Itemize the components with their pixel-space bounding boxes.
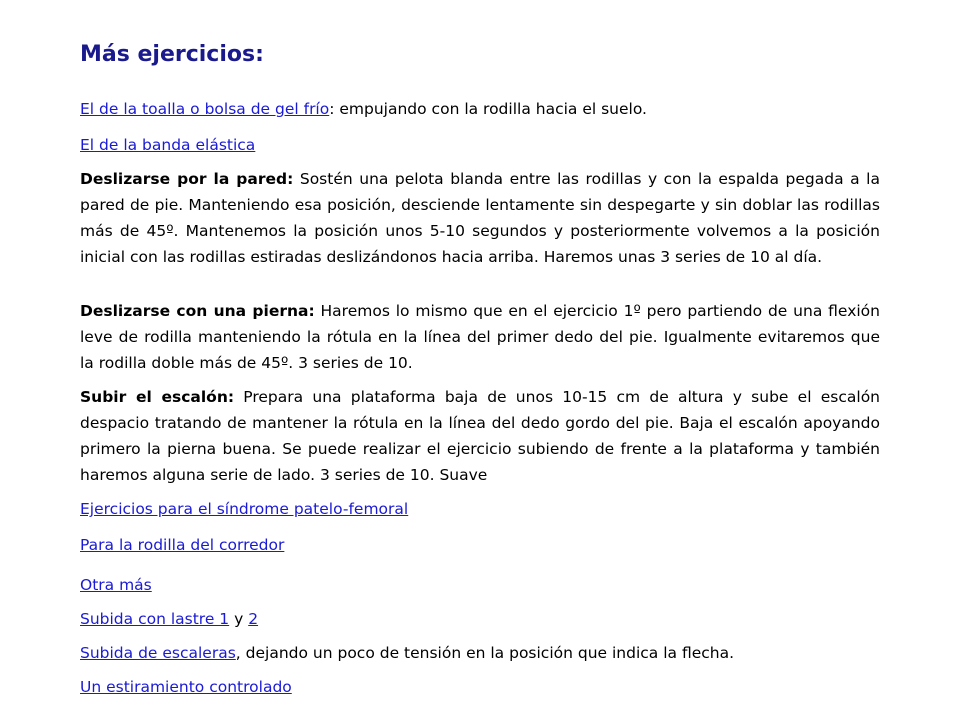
estiramiento-line — [80, 674, 880, 700]
patelo-link[interactable]: Ejercicios para el síndrome patelo-femoral — [80, 500, 409, 518]
step-text: Prepara una plataforma baja de unos 10-15 cm de altura y sube el escalón despacio tratando de mantener la rótula en la línea del dedo gordo del pie. Baja el escalón apoyando primero la pierna buena. Se puede realizar el ejercicio subiendo de frente a la plataforma y también haremos alguna serie de lado. 3 series de 10. Suave — [80, 388, 881, 484]
wall-text: Sostén una pelota blanda entre las rodillas y con la espalda pegada a la pared de pie. Manteniendo esa posición, desciende lentamente sin despegarte y sin doblar las rodillas más de 45º. Mantenemos la posición unos 5-10 segundos y posteriormente volvemos a la posición inicial con las rodillas estiradas deslizándonos hacia arriba. Haremos unas 3 series de 10 al día. — [80, 170, 880, 266]
towel-line — [80, 96, 880, 122]
runner-line — [80, 532, 880, 558]
escaleras-link[interactable]: Subida de escaleras — [80, 644, 236, 662]
lastre-2-link[interactable]: 2 — [248, 610, 259, 628]
one-leg-paragraph — [80, 298, 880, 376]
escaleras-text: , dejando un poco de tensión en la posición que indica la flecha. — [235, 644, 735, 662]
lastre-1-link[interactable]: Subida con lastre 1 — [80, 610, 230, 628]
towel-link[interactable]: El de la toalla o bolsa de gel frío — [80, 100, 330, 118]
otra-line — [80, 572, 880, 598]
one-leg-label: Deslizarse con una pierna: — [80, 302, 315, 320]
wall-label: Deslizarse por la pared: — [80, 170, 294, 188]
page-title: Más ejercicios: — [80, 42, 264, 67]
towel-text: : empujando con la rodilla hacia el suelo. — [329, 100, 647, 118]
escaleras-line — [80, 640, 880, 666]
one-leg-text: Haremos lo mismo que en el ejercicio 1º pero partiendo de una flexión leve de rodilla manteniendo la rótula en la línea del primer dedo del pie. Igualmente evitaremos que la rodilla doble más de 45º. 3 series de 10. — [80, 302, 880, 372]
step-paragraph — [80, 384, 880, 488]
wall-paragraph — [80, 166, 880, 270]
band-line — [80, 132, 880, 158]
otra-link[interactable]: Otra más — [80, 576, 152, 594]
step-label: Subir el escalón: — [80, 388, 235, 406]
estiramiento-link[interactable]: Un estiramiento controlado — [80, 678, 292, 696]
band-link[interactable]: El de la banda elástica — [80, 136, 256, 154]
lastre-line — [80, 606, 880, 632]
patelo-line — [80, 496, 880, 522]
runner-link[interactable]: Para la rodilla del corredor — [80, 536, 285, 554]
lastre-y: y — [229, 610, 249, 628]
